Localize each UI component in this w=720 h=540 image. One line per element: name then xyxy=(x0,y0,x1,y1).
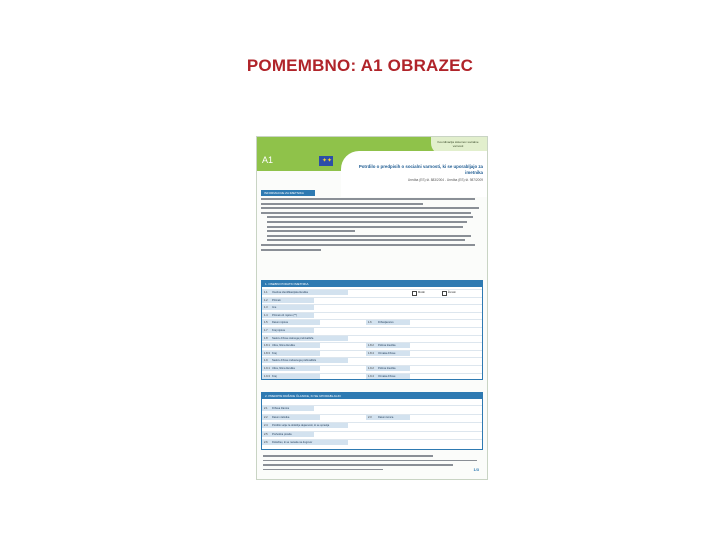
form-row xyxy=(262,431,482,437)
form-code: A1 xyxy=(262,155,274,165)
checkbox[interactable] xyxy=(412,291,417,296)
row-label-cell xyxy=(262,328,314,333)
form-row xyxy=(262,405,482,411)
row-label: Priimek xyxy=(272,298,281,302)
corner-text: Koordinacija sistemov socialne varnosti xyxy=(437,140,479,148)
row-label-cell xyxy=(262,415,320,420)
form-row xyxy=(262,297,482,303)
row-label: Kraj xyxy=(272,351,277,355)
row-label: Ulica, hišna številka xyxy=(272,367,295,370)
form-row xyxy=(262,289,482,295)
section2-heading: 2. PREDPISI DRŽAVE ČLANICE, KI SE UPORABLJAJO xyxy=(265,394,341,398)
row-label: Osebna identifikacijska številka xyxy=(272,291,308,294)
row-number: 1.7 xyxy=(264,329,268,332)
form-row xyxy=(262,422,482,428)
form-row xyxy=(262,414,482,420)
checkbox-label: Moški xyxy=(418,291,425,294)
row-label-cell xyxy=(262,298,314,303)
row-label-cell xyxy=(262,374,320,379)
row-number: 1.2 xyxy=(264,298,268,302)
section1-heading: 1. OSEBNI PODATKI IMETNIKA xyxy=(265,282,309,286)
row-number: 2.6 xyxy=(264,441,268,445)
form-subtitle: Uredba (ES) št. 883/2004 - Uredba (ES) št. 987/2009 xyxy=(407,178,483,182)
row-label: Kraj rojstva xyxy=(272,329,285,332)
form-row xyxy=(262,365,482,371)
row-label-2: Datum konca xyxy=(378,415,394,419)
row-number: 1.1 xyxy=(264,291,268,294)
row-label: Ime xyxy=(272,306,277,310)
row-label-2: Oznaka države xyxy=(378,374,396,378)
section2-heading-bar xyxy=(262,393,482,399)
intro-heading: INFORMACIJE ZA IMETNIKA xyxy=(264,191,304,195)
a1-form-document xyxy=(256,136,488,480)
row-label: Kraj xyxy=(272,374,277,378)
row-number-2: 1.8.4 xyxy=(368,351,374,355)
row-label: Država članica xyxy=(272,407,290,410)
section1-heading-bar xyxy=(262,281,482,287)
checkbox-label: Ženski xyxy=(448,291,456,294)
form-row xyxy=(262,373,482,379)
row-label: Priimek ob rojstvu (**) xyxy=(272,313,298,317)
row-label: Potrdilo velja za obdobje dejavnosti, ki se opravlja xyxy=(272,424,330,428)
eu-flag-icon: ✦✦ xyxy=(319,156,333,166)
row-number-2: 2.3 xyxy=(368,415,372,419)
slide-title: POMEMBNO: A1 OBRAZEC xyxy=(246,56,474,75)
section2-box xyxy=(261,392,483,450)
form-row xyxy=(262,357,482,363)
page-number: 1/3 xyxy=(473,467,479,472)
row-number: 1.9 xyxy=(264,359,268,363)
form-row xyxy=(262,342,482,348)
form-row xyxy=(262,439,482,445)
row-number: 2.5 xyxy=(264,432,268,436)
row-number: 2.1 xyxy=(264,407,268,410)
form-title: Potrdilo o predpisih o socialni varnosti, ki se uporabljajo za imetnika xyxy=(358,164,483,175)
row-label-cell xyxy=(262,351,320,356)
row-label-2: Poštna številka xyxy=(378,344,396,348)
row-number: 1.5 xyxy=(264,321,268,325)
row-label-cell xyxy=(262,320,320,325)
form-row xyxy=(262,304,482,310)
row-number: 1.4 xyxy=(264,313,268,317)
checkbox[interactable] xyxy=(442,291,447,296)
row-number-2: 1.9.4 xyxy=(368,374,374,378)
row-label: Datum začetka xyxy=(272,415,290,419)
row-number: 1.3 xyxy=(264,306,268,310)
row-number-2: 1.9.2 xyxy=(368,367,374,370)
form-row xyxy=(262,327,482,333)
row-number: 1.8.1 xyxy=(264,344,270,348)
form-row xyxy=(262,319,482,325)
row-number: 1.9.3 xyxy=(264,374,270,378)
row-label-2: Državljanstvo xyxy=(378,321,394,325)
row-label-cell xyxy=(262,305,314,310)
row-label: Določitev, ki se nanaša na dogovor xyxy=(272,441,313,445)
row-label: Naslov države stalnega prebivališča xyxy=(272,336,314,340)
form-row xyxy=(262,335,482,341)
form-row xyxy=(262,350,482,356)
footnotes xyxy=(263,455,483,473)
row-number: 1.8.3 xyxy=(264,351,270,355)
row-label: Prehodna pravila xyxy=(272,432,292,436)
row-number: 1.9.1 xyxy=(264,367,270,370)
form-row xyxy=(262,312,482,318)
row-label: Datum rojstva xyxy=(272,321,288,325)
intro-heading-bar xyxy=(261,190,315,196)
row-label-2: Poštna številka xyxy=(378,367,396,370)
section1-box xyxy=(261,280,483,380)
row-number: 2.4 xyxy=(264,424,268,428)
row-label: Ulica, hišna številka xyxy=(272,344,295,348)
row-label: Naslov države začasnega prebivališča xyxy=(272,359,317,363)
row-number: 1.8 xyxy=(264,336,268,340)
intro-text xyxy=(261,198,483,253)
row-number: 2.2 xyxy=(264,415,268,419)
row-number-2: 1.8.2 xyxy=(368,344,374,348)
row-label-2: Oznaka države xyxy=(378,351,396,355)
row-number-2: 1.6 xyxy=(368,321,372,325)
